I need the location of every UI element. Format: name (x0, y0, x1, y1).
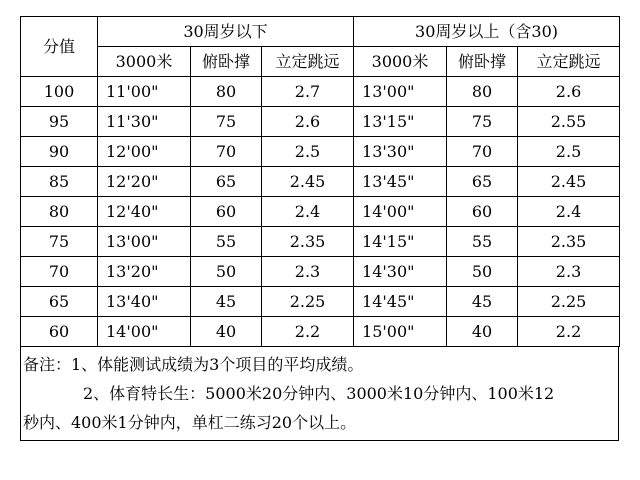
remark-line-2: 2、体育特长生：5000米20分钟内、3000米10分钟内、100米12 (83, 384, 555, 403)
long-jump-under-30-cell: 2.2 (262, 317, 354, 347)
run-3000m-over-30-cell: 14'00" (354, 197, 447, 227)
run-3000m-under-30-cell: 13'20" (98, 257, 191, 287)
run-3000m-under-30-cell: 13'00" (98, 227, 191, 257)
run-3000m-over-30-cell: 14'15" (354, 227, 447, 257)
run-3000m-under-30-cell: 12'00" (98, 137, 191, 167)
header-row-items (21, 47, 620, 77)
pushup-over-30-cell: 40 (447, 317, 518, 347)
score-cell: 75 (21, 227, 98, 257)
pushup-under-30-cell: 50 (191, 257, 262, 287)
long-jump-over-30-cell: 2.6 (518, 77, 620, 107)
score-cell: 95 (21, 107, 98, 137)
subheader-long-jump-over-30: 立定跳远 (518, 47, 620, 77)
pushup-over-30-cell: 55 (447, 227, 518, 257)
pushup-under-30-cell: 40 (191, 317, 262, 347)
long-jump-over-30-cell: 2.5 (518, 137, 620, 167)
pushup-under-30-cell: 70 (191, 137, 262, 167)
long-jump-over-30-cell: 2.4 (518, 197, 620, 227)
pushup-over-30-cell: 80 (447, 77, 518, 107)
score-column-header: 分值 (21, 17, 98, 77)
long-jump-over-30-cell: 2.45 (518, 167, 620, 197)
long-jump-under-30-cell: 2.6 (262, 107, 354, 137)
table-row (21, 227, 620, 257)
subheader-long-jump-under-30: 立定跳远 (262, 47, 354, 77)
long-jump-under-30-cell: 2.7 (262, 77, 354, 107)
remark-line-1: 备注：1、体能测试成绩为3个项目的平均成绩。 (23, 355, 364, 374)
pushup-over-30-cell: 45 (447, 287, 518, 317)
table-row (21, 167, 620, 197)
long-jump-over-30-cell: 2.2 (518, 317, 620, 347)
fitness-score-table (20, 16, 620, 347)
run-3000m-over-30-cell: 14'45" (354, 287, 447, 317)
long-jump-under-30-cell: 2.3 (262, 257, 354, 287)
table-row (21, 317, 620, 347)
run-3000m-under-30-cell: 14'00" (98, 317, 191, 347)
table-row (21, 107, 620, 137)
run-3000m-under-30-cell: 11'30" (98, 107, 191, 137)
run-3000m-over-30-cell: 14'30" (354, 257, 447, 287)
group-header-under-30: 30周岁以下 (98, 17, 354, 47)
long-jump-under-30-cell: 2.5 (262, 137, 354, 167)
long-jump-under-30-cell: 2.35 (262, 227, 354, 257)
long-jump-under-30-cell: 2.25 (262, 287, 354, 317)
subheader-3000m-over-30: 3000米 (354, 47, 447, 77)
run-3000m-over-30-cell: 13'30" (354, 137, 447, 167)
long-jump-over-30-cell: 2.35 (518, 227, 620, 257)
run-3000m-under-30-cell: 11'00" (98, 77, 191, 107)
table-row (21, 287, 620, 317)
group-header-over-30: 30周岁以上（含30) (354, 17, 620, 47)
table-row (21, 77, 620, 107)
pushup-under-30-cell: 45 (191, 287, 262, 317)
header-row-groups (21, 17, 620, 47)
run-3000m-over-30-cell: 13'00" (354, 77, 447, 107)
score-standard-document (20, 16, 619, 441)
run-3000m-over-30-cell: 13'15" (354, 107, 447, 137)
pushup-under-30-cell: 60 (191, 197, 262, 227)
long-jump-under-30-cell: 2.4 (262, 197, 354, 227)
score-cell: 70 (21, 257, 98, 287)
pushup-under-30-cell: 55 (191, 227, 262, 257)
subheader-pushup-under-30: 俯卧撑 (191, 47, 262, 77)
long-jump-under-30-cell: 2.45 (262, 167, 354, 197)
score-cell: 65 (21, 287, 98, 317)
pushup-over-30-cell: 50 (447, 257, 518, 287)
score-cell: 90 (21, 137, 98, 167)
pushup-over-30-cell: 70 (447, 137, 518, 167)
pushup-under-30-cell: 65 (191, 167, 262, 197)
score-cell: 100 (21, 77, 98, 107)
score-cell: 60 (21, 317, 98, 347)
pushup-under-30-cell: 80 (191, 77, 262, 107)
run-3000m-over-30-cell: 15'00" (354, 317, 447, 347)
score-cell: 80 (21, 197, 98, 227)
long-jump-over-30-cell: 2.55 (518, 107, 620, 137)
long-jump-over-30-cell: 2.25 (518, 287, 620, 317)
score-cell: 85 (21, 167, 98, 197)
table-row (21, 197, 620, 227)
remarks-box (20, 347, 619, 441)
pushup-over-30-cell: 75 (447, 107, 518, 137)
run-3000m-over-30-cell: 13'45" (354, 167, 447, 197)
subheader-3000m-under-30: 3000米 (98, 47, 191, 77)
pushup-under-30-cell: 75 (191, 107, 262, 137)
remark-line-3: 秒内、400米1分钟内，单杠二练习20个以上。 (23, 413, 357, 432)
run-3000m-under-30-cell: 12'20" (98, 167, 191, 197)
pushup-over-30-cell: 65 (447, 167, 518, 197)
table-row (21, 257, 620, 287)
pushup-over-30-cell: 60 (447, 197, 518, 227)
run-3000m-under-30-cell: 12'40" (98, 197, 191, 227)
subheader-pushup-over-30: 俯卧撑 (447, 47, 518, 77)
long-jump-over-30-cell: 2.3 (518, 257, 620, 287)
table-row (21, 137, 620, 167)
run-3000m-under-30-cell: 13'40" (98, 287, 191, 317)
